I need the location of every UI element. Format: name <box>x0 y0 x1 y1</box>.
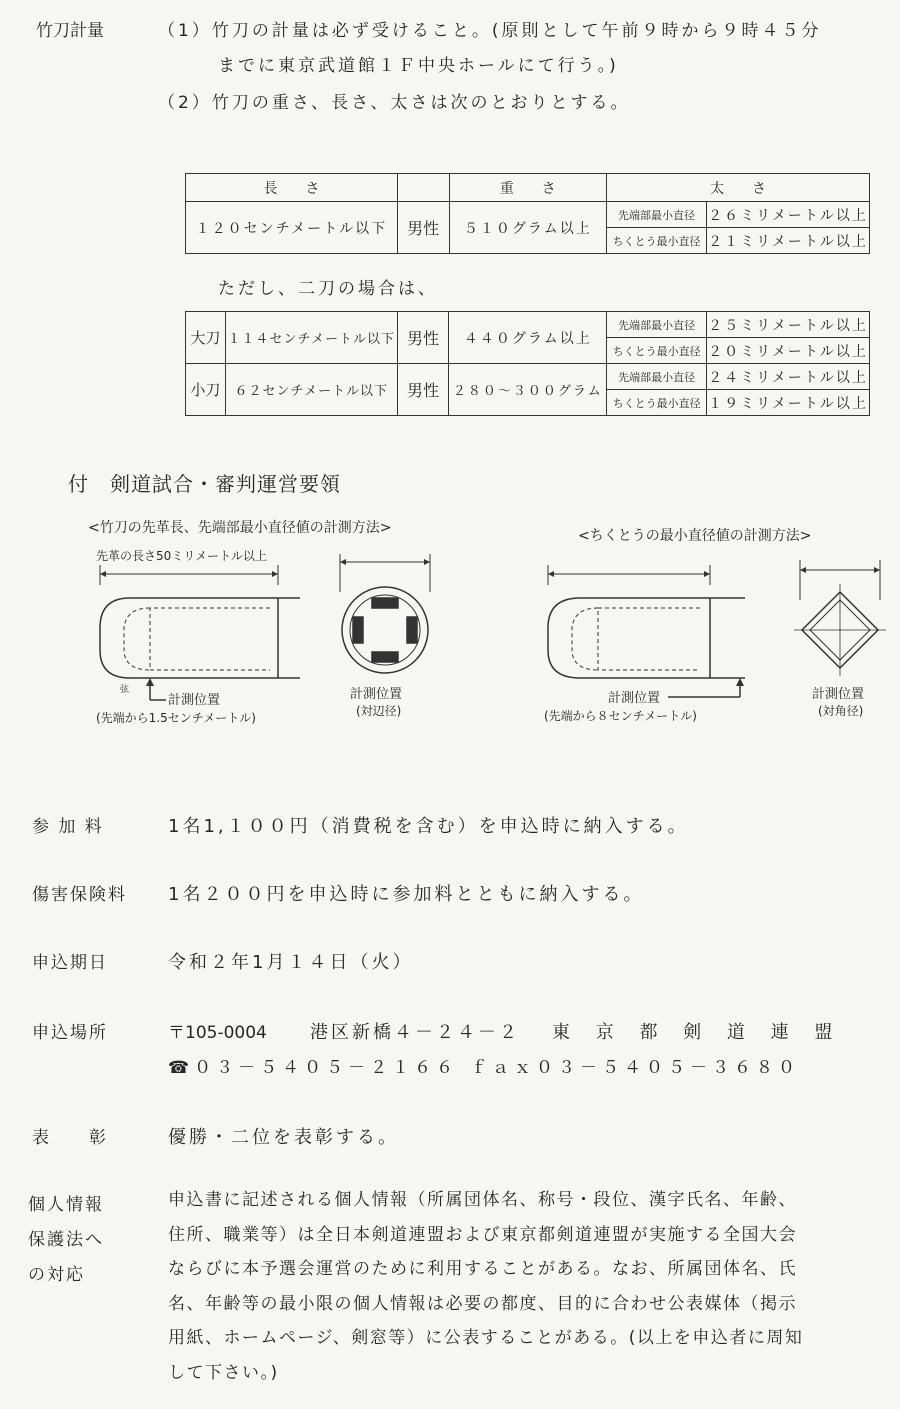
privacy-label-line1: 個人情報 <box>28 1195 104 1215</box>
insurance-label: 傷害保険料 <box>32 885 127 905</box>
left-diagram-caption: <竹刀の先革長、先端部最小直径値の計測方法> <box>88 520 392 536</box>
shoto-tip-diameter-label: 先端部最小直径 <box>607 364 707 390</box>
header-gender <box>397 174 449 202</box>
header-length: 長 さ <box>186 174 398 202</box>
right-measure-sub: (先端から８センチメートル) <box>544 709 697 723</box>
shinai-item2: （2）竹刀の重さ、長さ、太さは次のとおりとする。 <box>158 93 631 113</box>
award-label: 表 彰 <box>32 1128 108 1148</box>
left-cross-sub: (対辺径) <box>356 704 402 718</box>
shoto-gender: 男性 <box>397 364 449 416</box>
daito-length: １１４センチメートル以下 <box>225 312 397 364</box>
header-weight: 重 さ <box>449 174 607 202</box>
nito-note: ただし、二刀の場合は、 <box>218 279 438 299</box>
daito-chikuto-diameter-label: ちくとう最小直径 <box>607 338 707 364</box>
daito-tip-diameter-value: ２５ミリメートル以上 <box>707 312 870 338</box>
fee-text: 1名1,１００円（消費税を含む）を申込時に納入する。 <box>168 816 689 837</box>
chikuto-side-view <box>548 565 745 697</box>
tsuru-label: 弦 <box>120 685 130 695</box>
privacy-label-line3: の対応 <box>28 1265 85 1285</box>
measurement-diagram <box>0 510 900 740</box>
shinai-tip-cross-section <box>340 554 430 673</box>
nito-spec-table <box>185 311 870 416</box>
daito-chikuto-diameter-value: ２０ミリメートル以上 <box>707 338 870 364</box>
gender-value: 男性 <box>397 202 449 254</box>
shinai-item1-line1: （1）竹刀の計量は必ず受けること。(原則として午前９時から９時４５分 <box>158 21 822 41</box>
header-diameter: 太 さ <box>607 174 870 202</box>
fee-label: 参 加 料 <box>32 817 104 837</box>
place-label: 申込場所 <box>32 1023 108 1043</box>
chikuto-cross-section <box>794 560 886 676</box>
daito-gender: 男性 <box>397 312 449 364</box>
left-measure-label: 計測位置 <box>168 693 221 708</box>
left-cross-label: 計測位置 <box>350 687 403 702</box>
phone-number: ☎０３－５４０５－２１６６ <box>168 1058 459 1078</box>
shinai-heading: 竹刀計量 <box>36 21 104 41</box>
shoto-label: 小刀 <box>186 364 226 416</box>
sakigawa-length-note: 先革の長さ50ミリメートル以上 <box>96 549 268 563</box>
award-text: 優勝・二位を表彰する。 <box>168 1127 399 1148</box>
shinai-tip-side-view <box>100 565 300 700</box>
right-cross-sub: (対角径) <box>818 704 864 718</box>
deadline-text: 令和２年1月１４日（火） <box>168 952 414 973</box>
daito-tip-diameter-label: 先端部最小直径 <box>607 312 707 338</box>
insurance-text: 1名２００円を申込時に参加料とともに納入する。 <box>168 884 645 905</box>
appendix-title: 付 剣道試合・審判運営要領 <box>68 472 341 496</box>
organization: 東 京 都 剣 道 連 盟 <box>552 1022 843 1043</box>
tip-diameter-value: ２６ミリメートル以上 <box>706 202 869 228</box>
daito-weight: ４４０グラム以上 <box>449 312 607 364</box>
shinai-item1-line2: までに東京武道館１Ｆ中央ホールにて行う。) <box>218 56 619 76</box>
shinai-spec-table <box>185 173 870 254</box>
fax-number: ｆａｘ０３－５４０５－３６８０ <box>470 1058 800 1078</box>
shoto-weight: ２８０～３００グラム <box>449 364 607 416</box>
weight-value: ５１０グラム以上 <box>449 202 607 254</box>
shoto-chikuto-diameter-label: ちくとう最小直径 <box>607 390 707 416</box>
chikuto-diameter-value: ２１ミリメートル以上 <box>706 228 869 254</box>
right-diagram-caption: <ちくとうの最小直径値の計測方法> <box>578 528 812 544</box>
right-cross-label: 計測位置 <box>812 687 865 702</box>
privacy-label-line2: 保護法へ <box>28 1230 104 1250</box>
length-value: １２０センチメートル以下 <box>186 202 398 254</box>
shoto-tip-diameter-value: ２４ミリメートル以上 <box>707 364 870 390</box>
tip-diameter-label: 先端部最小直径 <box>607 202 707 228</box>
privacy-text: 申込書に記述される個人情報（所属団体名、称号・段位、漢字氏名、年齢、住所、職業等）は全日本剣道連盟および東京都剣道連盟が実施する全国大会ならびに本予選会運営のために利用することがある。なお、所属団体名、氏名、年齢等の最小限の個人情報は必要の都度、目的に合わせ公表媒体（掲示用紙、ホームページ、剣窓等）に公表することがある。(以上を申込者に周知して下さい。) <box>168 1190 804 1383</box>
deadline-label: 申込期日 <box>32 953 108 973</box>
address: 港区新橋４－２４－２ <box>310 1022 520 1043</box>
postal-code: 〒105-0004 <box>168 1023 267 1043</box>
chikuto-diameter-label: ちくとう最小直径 <box>607 228 707 254</box>
right-measure-label: 計測位置 <box>608 691 661 706</box>
left-measure-sub: (先端から1.5センチメートル) <box>96 711 256 725</box>
daito-label: 大刀 <box>186 312 226 364</box>
shoto-chikuto-diameter-value: １９ミリメートル以上 <box>707 390 870 416</box>
shoto-length: ６２センチメートル以下 <box>225 364 397 416</box>
